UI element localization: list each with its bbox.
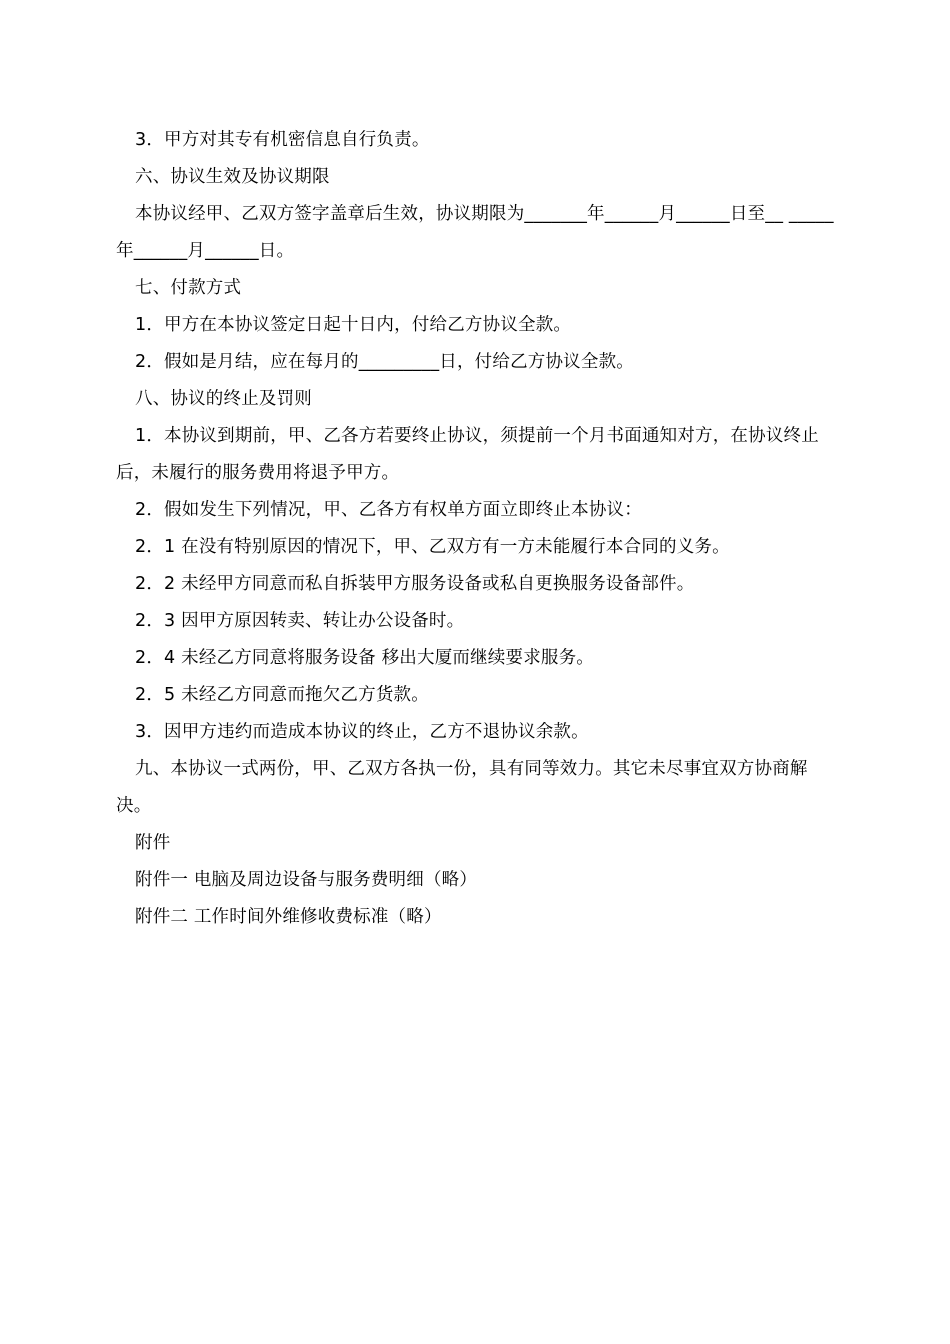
- section-8-clause-2-5: 2．5 未经乙方同意而拖欠乙方货款。: [135, 685, 429, 705]
- attachments-heading: 附件: [135, 833, 171, 853]
- section-8-clause-2-1: 2．1 在没有特别原因的情况下，甲、乙双方有一方未能履行本合同的义务。: [135, 537, 730, 557]
- section-7-heading: 七、付款方式: [135, 278, 242, 298]
- section-8-heading: 八、协议的终止及罚则: [135, 389, 312, 409]
- clause-3-confidential-info: 3．甲方对其专有机密信息自行负责。: [135, 130, 430, 150]
- attachment-2: 附件二 工作时间外维修收费标准（略）: [135, 907, 442, 927]
- attachment-1: 附件一 电脑及周边设备与服务费明细（略）: [135, 870, 478, 890]
- document-body: [116, 122, 838, 936]
- section-8-clause-2-3: 2．3 因甲方原因转卖、转让办公设备时。: [135, 611, 465, 631]
- section-8-clause-2-4: 2．4 未经乙方同意将服务设备 移出大厦而继续要求服务。: [135, 648, 594, 668]
- section-8-clause-3: 3．因甲方违约而造成本协议的终止，乙方不退协议余款。: [135, 722, 589, 742]
- section-7-clause-1: 1．甲方在本协议签定日起十日内，付给乙方协议全款。: [135, 315, 572, 335]
- section-6-term-text: 本协议经甲、乙双方签字盖章后生效，协议期限为_______年______月______日至__ _____年______月______日。: [116, 204, 834, 261]
- section-6-heading: 六、协议生效及协议期限: [135, 167, 330, 187]
- section-8-clause-1: 1．本协议到期前，甲、乙各方若要终止协议，须提前一个月书面通知对方，在协议终止后，未履行的服务费用将退予甲方。: [116, 426, 819, 483]
- section-8-clause-2-2: 2．2 未经甲方同意而私自拆装甲方服务设备或私自更换服务设备部件。: [135, 574, 695, 594]
- section-9-text: 九、本协议一式两份，甲、乙双方各执一份，具有同等效力。其它未尽事宜双方协商解决。: [116, 759, 808, 816]
- section-7-clause-2: 2．假如是月结，应在每月的_________日，付给乙方协议全款。: [135, 352, 634, 372]
- section-8-clause-2: 2．假如发生下列情况，甲、乙各方有权单方面立即终止本协议：: [135, 500, 642, 520]
